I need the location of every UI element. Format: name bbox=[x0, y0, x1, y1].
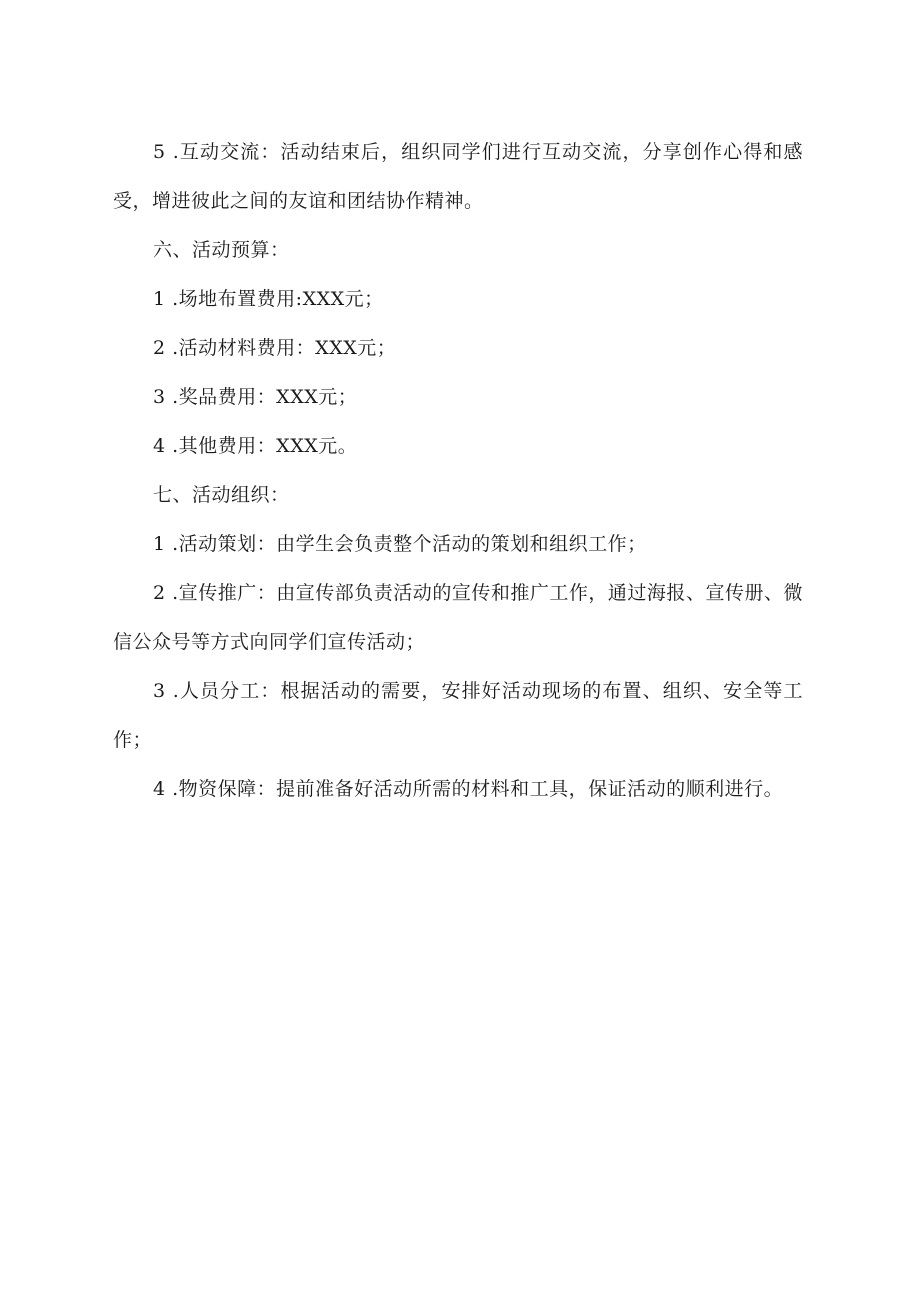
org-item-supplies: 4 .物资保障：提前准备好活动所需的材料和工具，保证活动的顺利进行。 bbox=[153, 778, 784, 800]
budget-item-venue: 1 .场地布置费用:XXX元； bbox=[153, 288, 384, 310]
budget-item-other: 4 .其他费用：XXX元。 bbox=[153, 435, 358, 457]
budget-item-materials: 2 .活动材料费用：XXX元； bbox=[153, 337, 397, 359]
heading-budget: 六、活动预算： bbox=[153, 239, 290, 261]
org-item-staffing: 3 .人员分工：根据活动的需要，安排好活动现场的布置、组织、安全等工作； bbox=[113, 680, 803, 751]
paragraph-interaction: 5 .互动交流：活动结束后，组织同学们进行互动交流，分享创作心得和感受，增进彼此之间的友谊和团结协作精神。 bbox=[113, 141, 803, 212]
document-body bbox=[113, 128, 803, 814]
heading-organization: 七、活动组织： bbox=[153, 484, 290, 506]
budget-item-prizes: 3 .奖品费用：XXX元； bbox=[153, 386, 358, 408]
org-item-planning: 1 .活动策划：由学生会负责整个活动的策划和组织工作； bbox=[153, 533, 647, 555]
org-item-promotion: 2 .宣传推广：由宣传部负责活动的宣传和推广工作，通过海报、宣传册、微信公众号等方式向同学们宣传活动； bbox=[113, 582, 803, 653]
